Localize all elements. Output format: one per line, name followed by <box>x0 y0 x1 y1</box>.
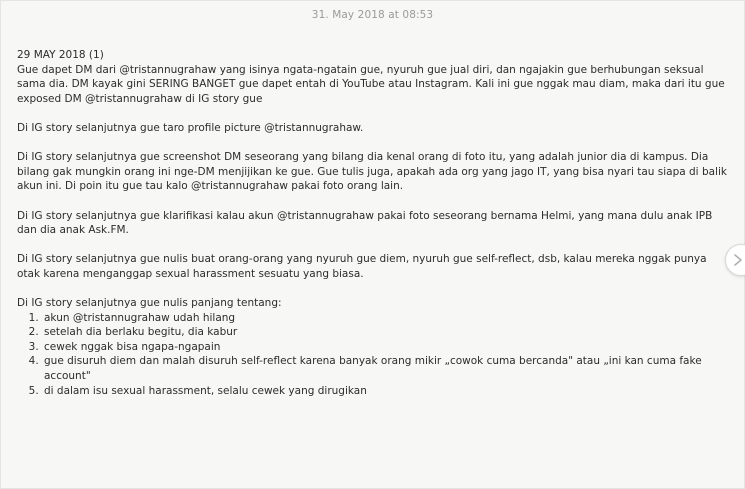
note-paragraph: Di IG story selanjutnya gue nulis buat orang-orang yang nyuruh gue diem, nyuruh gue self-reflect, dsb, kalau mereka nggak punya otak karena menganggap sexual harassment sesuatu yang biasa. <box>17 253 707 280</box>
note-paragraph: Di IG story selanjutnya gue taro profile picture @tristannugrahaw. <box>17 121 364 134</box>
list-item: 5. di dalam isu sexual harassment, selalu cewek yang dirugikan <box>42 384 729 399</box>
note-paragraph: Di IG story selanjutnya gue screenshot DM seseorang yang bilang dia kenal orang di foto itu, yang adalah junior dia di kampus. Dia bilang gak mungkin orang ini nge-DM menjijikan ke gue. Gue tulis juga, apakah ada org yang jago IT, yang bisa nyari tau siapa di balik akun ini. Di poin itu gue tau kalo @tristannugrahaw pakai foto orang lain. <box>17 151 727 193</box>
note-body[interactable] <box>17 48 729 398</box>
note-list <box>17 311 729 399</box>
chevron-right-icon <box>732 253 744 267</box>
list-item: 4. gue disuruh diem dan malah disuruh self-reflect karena banyak orang mikir „cowok cuma bercanda" atau „ini kan cuma fake account" <box>42 354 729 383</box>
note-paragraph: Gue dapet DM dari @tristannugrahaw yang isinya ngata-ngatain gue, nyuruh gue jual diri, dan ngajakin gue berhubungan seksual sama dia. DM kayak gini SERING BANGET gue dapet entah di YouTube atau Instagram. Kali ini gue nggak mau diam, maka dari itu gue exposed DM @tristannugrahaw di IG story gue <box>17 63 725 105</box>
list-item: 3. cewek nggak bisa ngapa-ngapain <box>42 340 729 355</box>
note-date: 31. May 2018 at 08:53 <box>311 9 434 21</box>
list-item: 2. setelah dia berlaku begitu, dia kabur <box>42 325 729 340</box>
note-heading: 29 MAY 2018 (1) <box>17 49 104 61</box>
note-list-intro: Di IG story selanjutnya gue nulis panjang tentang: <box>17 297 282 310</box>
list-item: 1. akun @tristannugrahaw udah hilang <box>42 311 729 326</box>
note-paragraph: Di IG story selanjutnya gue klarifikasi kalau akun @tristannugrahaw pakai foto seseorang bernama Helmi, yang mana dulu anak IPB dan dia anak Ask.FM. <box>17 209 713 237</box>
